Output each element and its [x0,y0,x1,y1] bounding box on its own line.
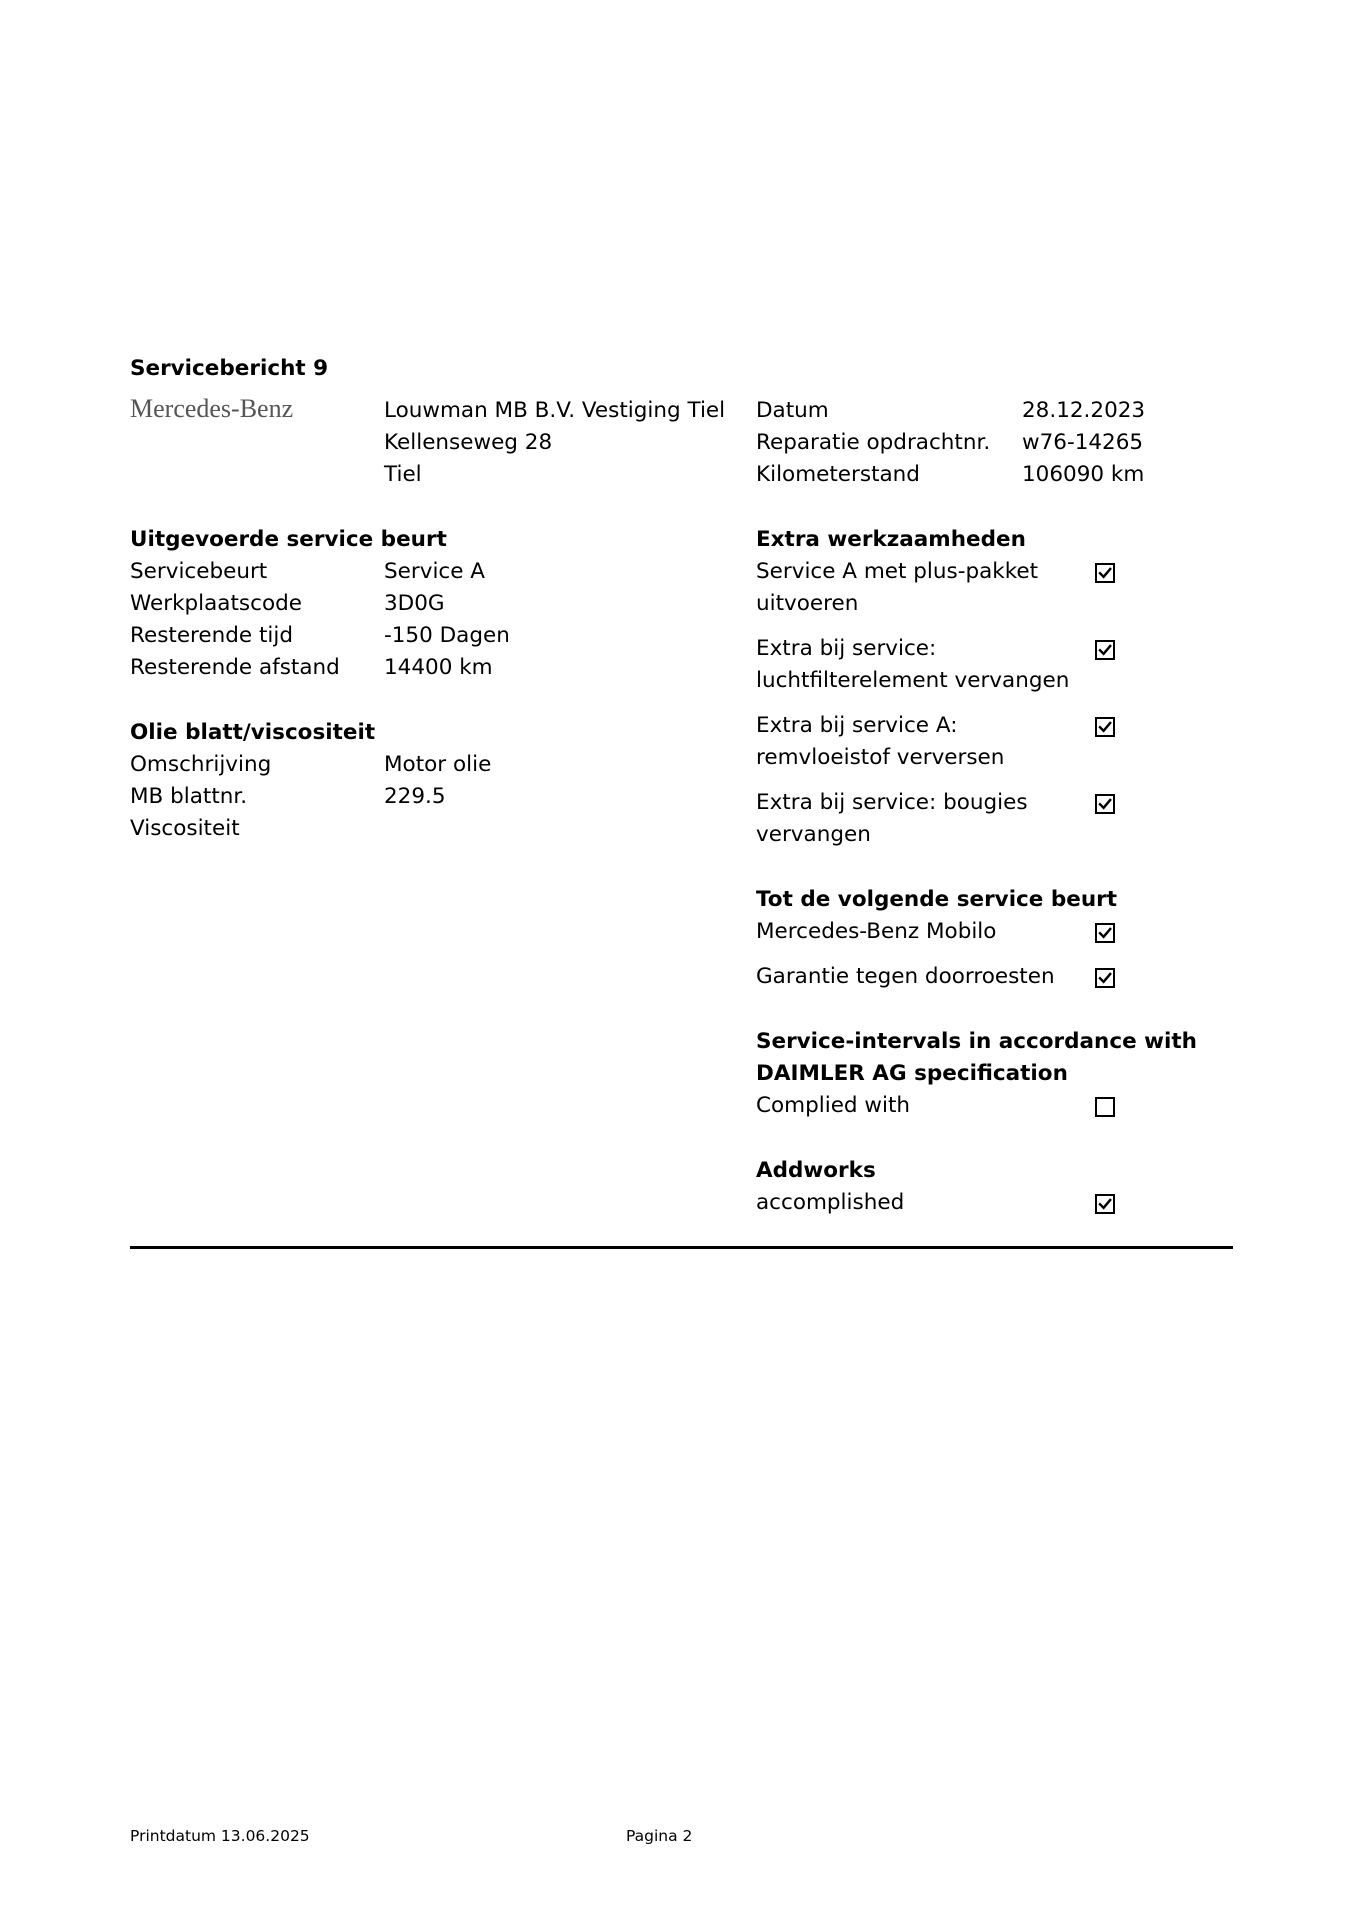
intervals-checkbox[interactable] [1095,1097,1115,1117]
oil-row-label: Viscositeit [130,816,240,841]
service-row-label: Servicebeurt [130,559,268,584]
section-divider [130,1246,1233,1249]
checkmark-icon [1098,797,1112,811]
extra-item-checkbox[interactable] [1095,563,1115,583]
next-item-checkbox[interactable] [1095,923,1115,943]
extra-item-line2: luchtfilterelement vervangen [756,668,1070,693]
next-item-checkbox[interactable] [1095,968,1115,988]
intervals-heading-line2: DAIMLER AG specification [756,1061,1068,1086]
service-row-label: Resterende afstand [130,655,340,680]
addworks-heading: Addworks [756,1158,876,1183]
service-row-value: 14400 km [384,655,493,680]
checkmark-icon [1098,971,1112,985]
service-row-value: Service A [384,559,486,584]
extra-item-line1: Service A met plus-pakket [756,559,1039,584]
repair-order-value: w76-14265 [1022,430,1144,455]
print-date: Printdatum 13.06.2025 [130,1827,310,1845]
extra-item-checkbox[interactable] [1095,717,1115,737]
extra-item-line2: remvloeistof verversen [756,745,1005,770]
checkmark-icon [1098,1197,1112,1211]
addworks-item-label: accomplished [756,1190,905,1215]
service-row-value: -150 Dagen [384,623,510,648]
intervals-heading-line1: Service-intervals in accordance with [756,1029,1197,1054]
checkmark-icon [1098,566,1112,580]
report-title: Servicebericht 9 [130,356,329,381]
checkmark-icon [1098,720,1112,734]
service-heading: Uitgevoerde service beurt [130,527,447,552]
mileage-value: 106090 km [1022,462,1145,487]
date-label: Datum [756,398,829,423]
next-heading: Tot de volgende service beurt [756,887,1118,912]
dealer-city: Tiel [384,462,422,487]
extra-item-line1: Extra bij service A: [756,713,958,738]
page-number: Pagina 2 [626,1827,693,1845]
service-row-label: Resterende tijd [130,623,294,648]
service-row-value: 3D0G [384,591,445,616]
dealer-street: Kellenseweg 28 [384,430,553,455]
oil-heading: Olie blatt/viscositeit [130,720,376,745]
extra-item-line1: Extra bij service: [756,636,937,661]
oil-row-value: 229.5 [384,784,446,809]
repair-order-label: Reparatie opdrachtnr. [756,430,991,455]
next-item-label: Garantie tegen doorroesten [756,964,1055,989]
mileage-label: Kilometerstand [756,462,920,487]
oil-row-label: MB blattnr. [130,784,248,809]
extra-heading: Extra werkzaamheden [756,527,1026,552]
oil-row-label: Omschrijving [130,752,272,777]
addworks-checkbox[interactable] [1095,1194,1115,1214]
extra-item-line2: uitvoeren [756,591,859,616]
checkmark-icon [1098,926,1112,940]
brand-logo: Mercedes-Benz [130,394,294,423]
service-row-label: Werkplaatscode [130,591,302,616]
extra-item-checkbox[interactable] [1095,640,1115,660]
extra-item-checkbox[interactable] [1095,794,1115,814]
extra-item-line1: Extra bij service: bougies [756,790,1028,815]
checkmark-icon [1098,643,1112,657]
extra-item-line2: vervangen [756,822,871,847]
next-item-label: Mercedes-Benz Mobilo [756,919,997,944]
intervals-item-label: Complied with [756,1093,911,1118]
date-value: 28.12.2023 [1022,398,1146,423]
oil-row-value: Motor olie [384,752,492,777]
dealer-name: Louwman MB B.V. Vestiging Tiel [384,398,726,423]
